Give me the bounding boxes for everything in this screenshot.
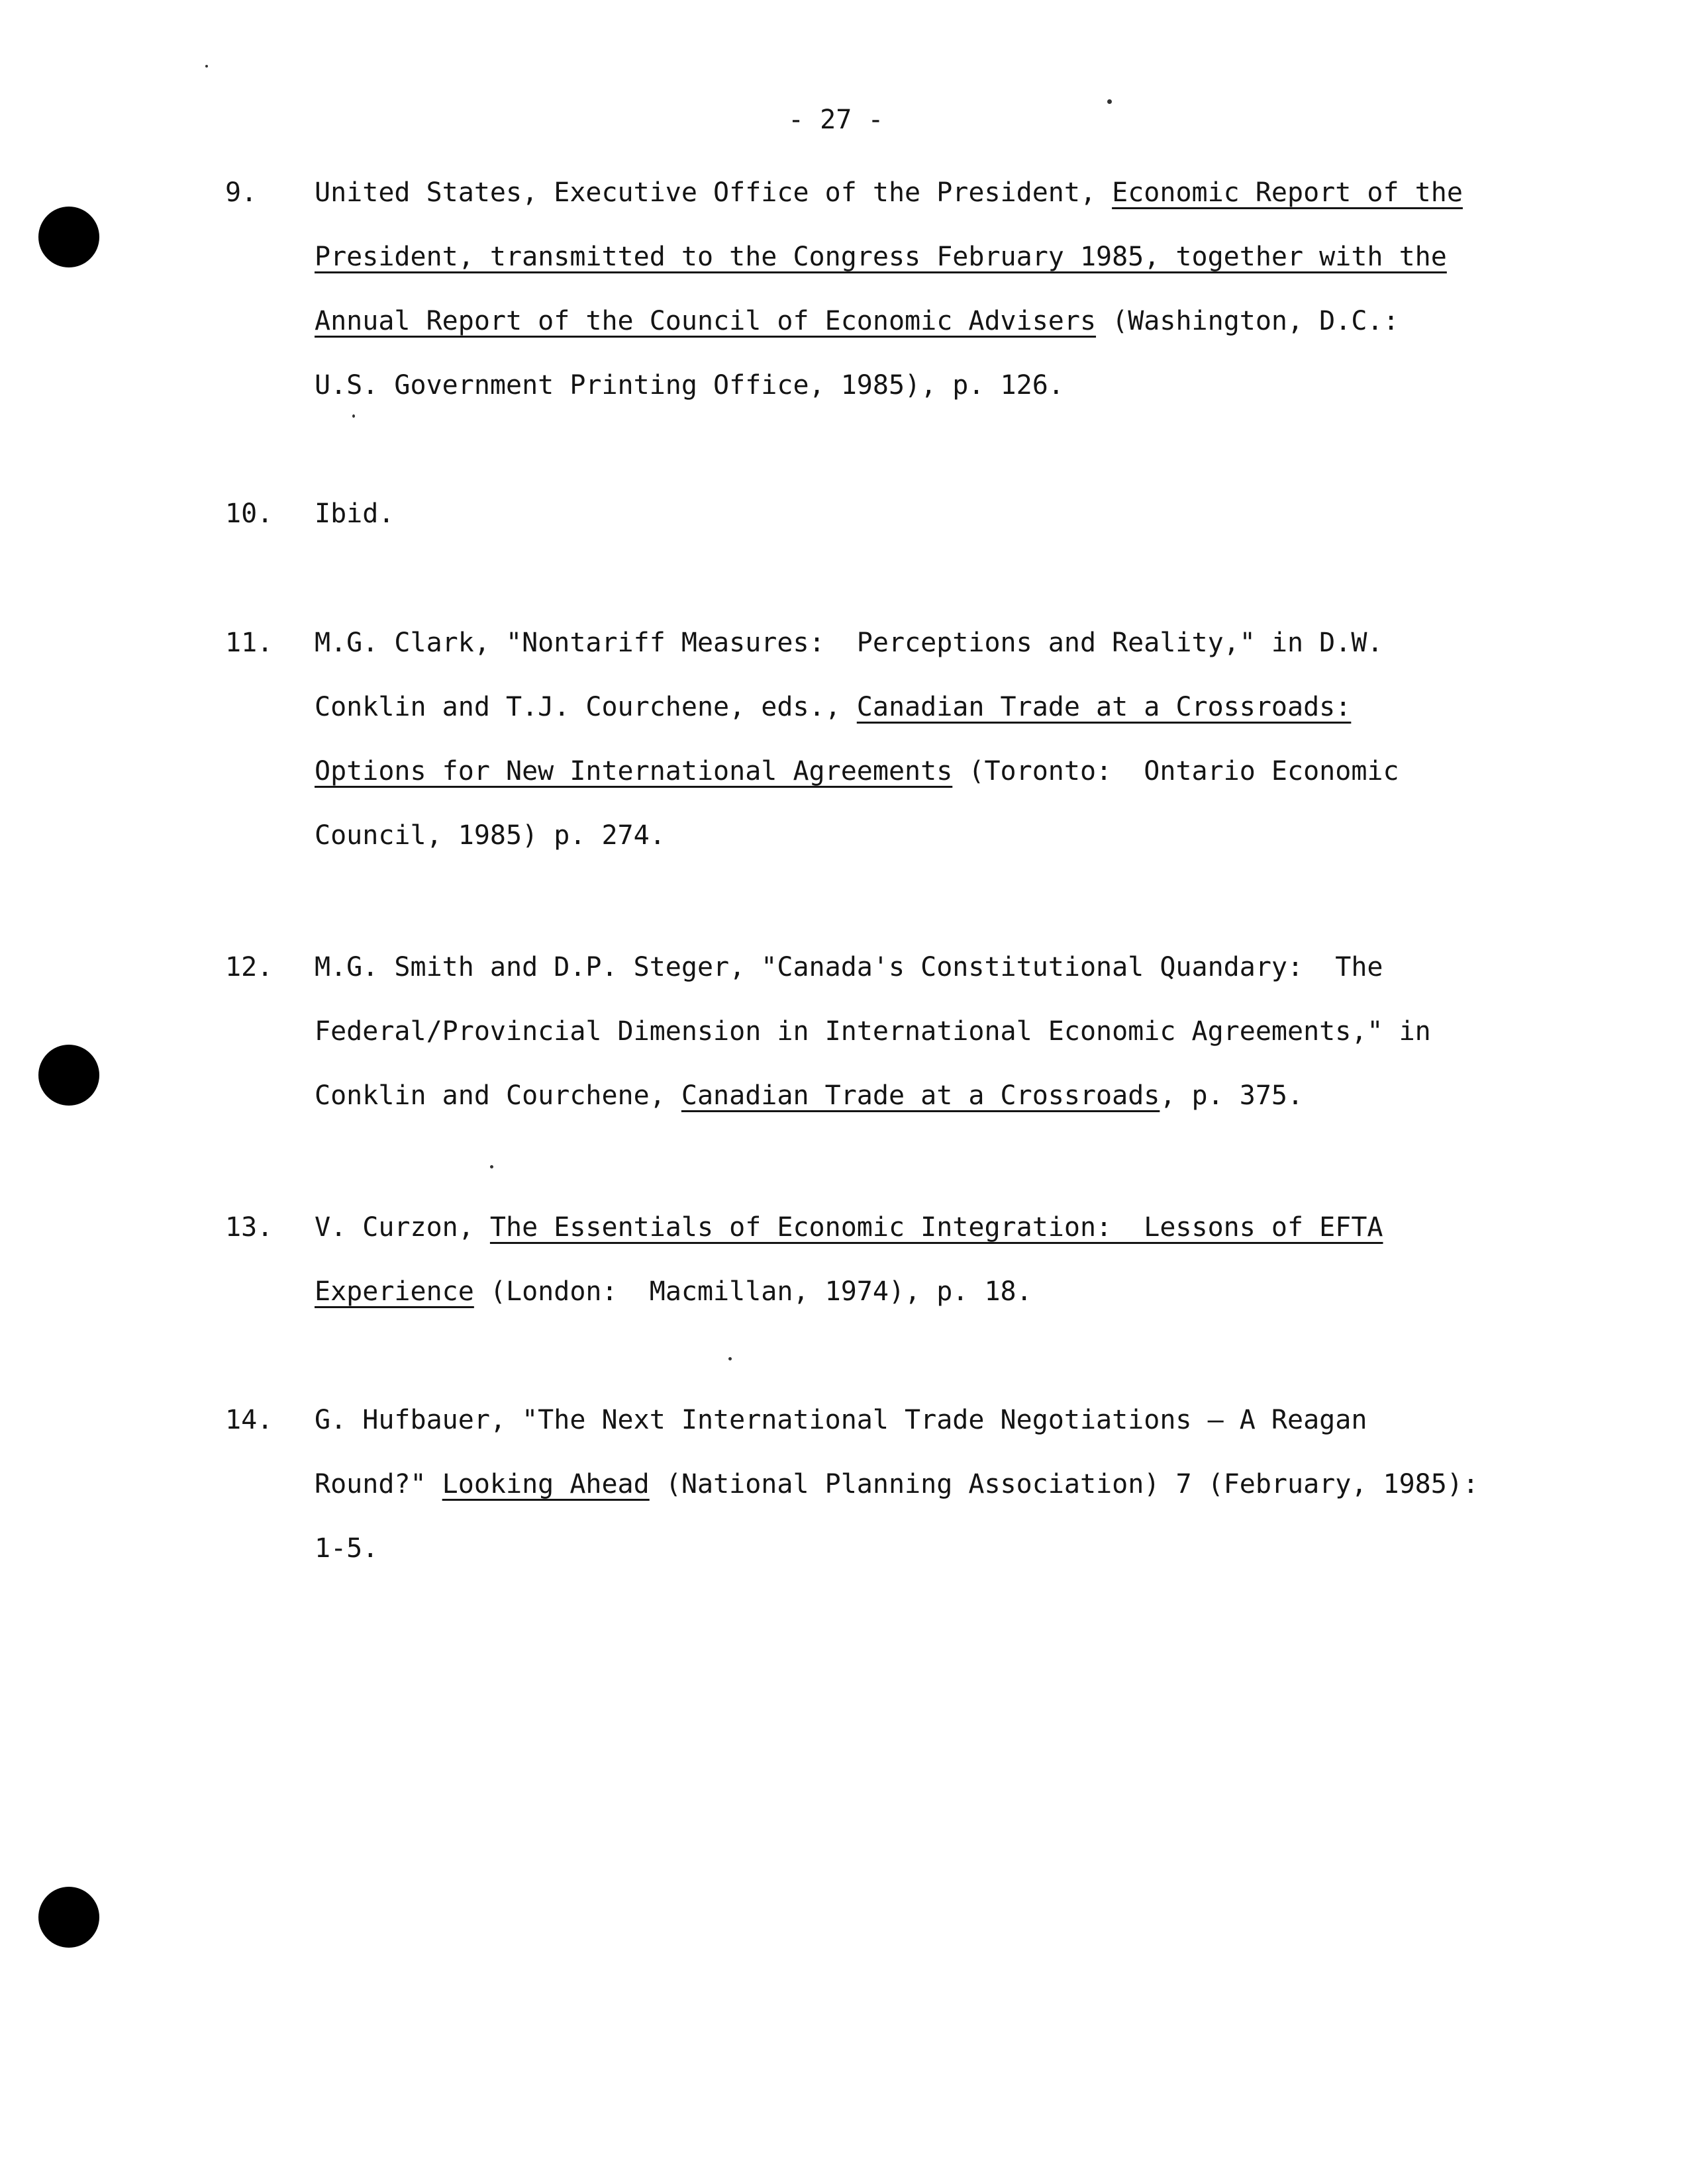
footnote-number: 10.	[225, 499, 273, 529]
footnote-text	[315, 1388, 1546, 1581]
footnote-text	[315, 482, 1546, 546]
footnote-title-run: President, transmitted to the Congress February 1985, together with the	[315, 242, 1447, 272]
footnote-number: 12.	[225, 952, 273, 982]
footnote-text	[315, 611, 1546, 868]
footnote-line	[315, 611, 1546, 675]
footnote-text-run: Ibid.	[315, 499, 395, 529]
footnote-title-run: Canadian Trade at a Crossroads:	[856, 692, 1352, 722]
footnote-line	[315, 161, 1546, 225]
footnote-text-run: Round?"	[315, 1469, 442, 1499]
footnote-line	[315, 1000, 1546, 1064]
footnote-text-run: , p. 375.	[1160, 1080, 1304, 1111]
scan-speck	[205, 65, 208, 68]
footnote-text	[315, 935, 1546, 1128]
footnote-line	[315, 1517, 1546, 1581]
footnote-line	[315, 1452, 1546, 1517]
punch-hole-top	[38, 207, 99, 267]
scan-speck	[728, 1357, 732, 1360]
footnote-number: 13.	[225, 1212, 273, 1243]
footnote-number: 9.	[225, 177, 258, 208]
footnote-title-run: Canadian Trade at a Crossroads	[681, 1080, 1160, 1111]
footnote-text-run: Federal/Provincial Dimension in International Economic Agreements," in	[315, 1016, 1431, 1047]
page-number: - 27 -	[788, 105, 884, 135]
footnote-line	[315, 225, 1546, 289]
footnote-text-run: United States, Executive Office of the President,	[315, 177, 1113, 208]
footnote-text-run: Conklin and Courchene,	[315, 1080, 681, 1111]
footnote-title-run: Economic Report of the	[1112, 177, 1463, 208]
footnote-title-run: Experience	[315, 1276, 474, 1307]
footnote-line	[315, 1196, 1546, 1260]
footnote-title-run: Looking Ahead	[442, 1469, 650, 1499]
footnote-text	[315, 161, 1546, 418]
footnote-line	[315, 804, 1546, 868]
footnote-text	[315, 1196, 1546, 1324]
footnote-title-run: Options for New International Agreements	[315, 756, 953, 786]
footnote-line	[315, 1064, 1546, 1128]
footnote-line	[315, 675, 1546, 739]
scan-speck	[1107, 99, 1112, 104]
footnote-text-run: U.S. Government Printing Office, 1985), p. 126.	[315, 370, 1064, 401]
punch-hole-middle	[38, 1045, 99, 1106]
footnote-text-run: (London: Macmillan, 1974), p. 18.	[473, 1276, 1032, 1307]
footnote-line	[315, 739, 1546, 804]
footnote-title-run: Annual Report of the Council of Economic Advisers	[315, 306, 1097, 336]
footnote-text-run: M.G. Smith and D.P. Steger, "Canada's Constitutional Quandary: The	[315, 952, 1383, 982]
footnote-line	[315, 1388, 1546, 1452]
footnote-title-run: The Essentials of Economic Integration: Lessons of EFTA	[489, 1212, 1383, 1243]
footnote-number: 11.	[225, 628, 273, 658]
footnote-line	[315, 935, 1546, 1000]
footnote-number: 14.	[225, 1405, 273, 1435]
footnote-text-run: (Washington, D.C.:	[1096, 306, 1399, 336]
footnote-line	[315, 289, 1546, 354]
footnote-line	[315, 1260, 1546, 1324]
footnote-text-run: V. Curzon,	[315, 1212, 490, 1243]
footnote-text-run: (Toronto: Ontario Economic	[952, 756, 1399, 786]
footnote-line	[315, 354, 1546, 418]
footnote-text-run: M.G. Clark, "Nontariff Measures: Perceptions and Reality," in D.W.	[315, 628, 1383, 658]
footnote-text-run: Council, 1985) p. 274.	[315, 820, 666, 851]
footnote-text-run: G. Hufbauer, "The Next International Trade Negotiations — A Reagan	[315, 1405, 1367, 1435]
footnote-text-run: Conklin and T.J. Courchene, eds.,	[315, 692, 857, 722]
footnote-text-run: (National Planning Association) 7 (February, 1985):	[649, 1469, 1479, 1499]
footnote-text-run: 1-5.	[315, 1533, 379, 1564]
footnote-line	[315, 482, 1546, 546]
punch-hole-bottom	[38, 1887, 99, 1948]
scan-speck	[490, 1165, 493, 1168]
